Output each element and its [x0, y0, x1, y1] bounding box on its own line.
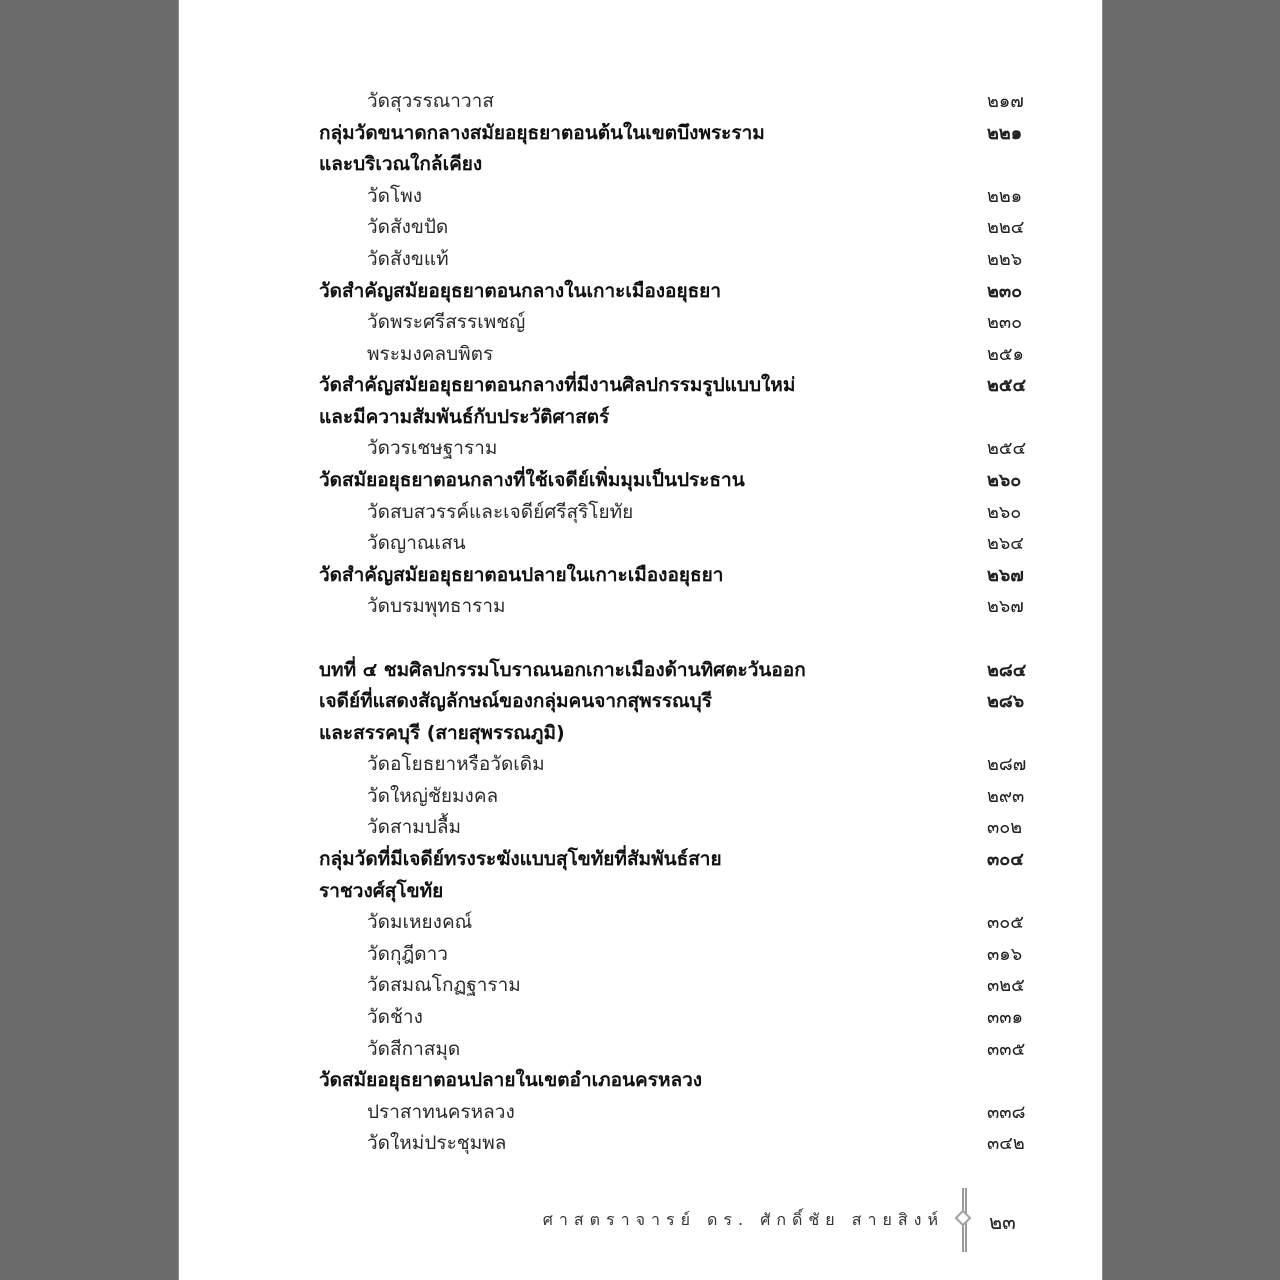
toc-heading — [319, 686, 1025, 717]
toc-item — [319, 749, 1027, 780]
toc-title: เจดีย์ที่แสดงสัญลักษณ์ของกลุ่มคนจากสุพรรณบุรี — [319, 690, 712, 712]
toc-title: กลุ่มวัดขนาดกลางสมัยอยุธยาตอนต้นในเขตบึงพระราม — [319, 122, 765, 144]
toc-heading — [319, 465, 1022, 496]
toc-title: วัดสมัยอยุธยาตอนกลางที่ใช้เจดีย์เพิ่มมุมเป็นประธาน — [319, 469, 745, 491]
toc-page-number: ๓๓๕ — [987, 1039, 1026, 1060]
toc-title: วัดโพง — [367, 185, 423, 207]
toc-title: วัดช้าง — [367, 1006, 423, 1028]
toc-item — [319, 528, 1024, 559]
toc-title: วัดพระศรีสรรเพชญ์ — [367, 311, 526, 333]
diamond-ornament-icon — [952, 1188, 978, 1252]
toc-page-number: ๒๖๗ — [987, 565, 1024, 586]
toc-item — [319, 212, 1025, 243]
toc-heading — [319, 718, 899, 749]
toc-item — [319, 307, 1023, 338]
toc-page-number: ๓๐๒ — [987, 817, 1023, 838]
toc-item — [319, 970, 1025, 1001]
toc-page-number: ๒๓๐ — [987, 281, 1023, 302]
toc-item — [319, 181, 1023, 212]
toc-title: วัดสามปลื้ม — [367, 816, 462, 838]
toc-item — [319, 781, 1025, 812]
toc-title: วัดอโยธยาหรือวัดเดิม — [367, 753, 545, 775]
toc-title: กลุ่มวัดที่มีเจดีย์ทรงระฆังแบบสุโขทัยที่สัมพันธ์สาย — [319, 848, 722, 870]
toc-item — [319, 1097, 1026, 1128]
toc-title: วัดสุวรรณาวาส — [367, 90, 494, 112]
toc-heading — [319, 844, 1024, 875]
toc-page-number: ๓๐๕ — [987, 912, 1024, 933]
toc-title: วัดญาณเสน — [367, 532, 466, 554]
toc-page-number: ๒๕๔ — [987, 375, 1027, 396]
toc-page-number: ๓๐๔ — [987, 849, 1024, 870]
page-number: ๒๓ — [989, 1210, 1016, 1234]
toc-heading — [319, 149, 899, 180]
toc-page-number: ๒๒๑ — [987, 186, 1023, 207]
toc-page-number: ๓๓๑ — [987, 1007, 1024, 1028]
toc-item — [319, 1002, 1024, 1033]
toc-page-number: ๒๒๔ — [987, 217, 1025, 238]
toc-item — [319, 433, 1027, 464]
toc-title: วัดใหม่ประชุมพล — [367, 1132, 507, 1154]
toc-title: วัดสำคัญสมัยอยุธยาตอนปลายในเกาะเมืองอยุธยา — [319, 564, 724, 586]
toc-title: วัดสำคัญสมัยอยุธยาตอนกลางในเกาะเมืองอยุธยา — [319, 280, 721, 302]
toc-title: ปราสาทนครหลวง — [367, 1101, 515, 1123]
toc-title: วัดสบสวรรค์และเจดีย์ศรีสุริโยทัย — [367, 501, 634, 523]
toc-title: วัดวรเชษฐาราม — [367, 437, 498, 459]
footer-author: ศาสตราจารย์ ดร. ศักดิ์ชัย สายสิงห์ — [542, 1210, 944, 1229]
toc-title: วัดสังขแท้ — [367, 248, 449, 270]
toc-title: วัดบรมพุทธาราม — [367, 595, 506, 617]
toc-title: วัดสีกาสมุด — [367, 1038, 461, 1060]
toc-page-number: ๓๑๖ — [987, 944, 1023, 965]
toc-title: ราชวงศ์สุโขทัย — [319, 880, 444, 902]
toc-page-number: ๒๒๖ — [987, 249, 1023, 270]
toc-item — [319, 244, 1023, 275]
toc-title: วัดสมณโกฏฐาราม — [367, 974, 521, 996]
toc-title: บทที่ ๔ ชมศิลปกรรมโบราณนอกเกาะเมืองด้านทิศตะวันออก — [319, 659, 806, 681]
toc-page-number: ๒๑๗ — [987, 91, 1024, 112]
toc-heading — [319, 1065, 899, 1096]
toc-page-number: ๓๒๕ — [987, 975, 1025, 996]
table-of-contents — [179, 0, 1102, 1280]
toc-title: และบริเวณใกล้เคียง — [319, 153, 483, 175]
toc-item — [319, 86, 1024, 117]
toc-title: วัดสมัยอยุธยาตอนปลายในเขตอำเภอนครหลวง — [319, 1069, 703, 1091]
toc-item — [319, 497, 1022, 528]
toc-title: วัดมเหยงคณ์ — [367, 911, 473, 933]
toc-page-number: ๒๘๗ — [987, 754, 1027, 775]
toc-page-number: ๒๘๖ — [987, 691, 1025, 712]
toc-title: วัดกุฎีดาว — [367, 943, 448, 965]
document-page — [179, 0, 1102, 1280]
toc-page-number: ๒๖๐ — [987, 470, 1022, 491]
toc-heading — [319, 402, 899, 433]
toc-item — [319, 939, 1023, 970]
toc-page-number: ๒๖๐ — [987, 502, 1022, 523]
toc-item — [319, 591, 1024, 622]
toc-item — [319, 1034, 1026, 1065]
toc-page-number: ๒๕๔ — [987, 438, 1027, 459]
toc-page-number: ๒๒๑ — [987, 123, 1023, 144]
page-footer — [542, 1188, 1079, 1252]
toc-page-number: ๓๓๘ — [987, 1102, 1026, 1123]
toc-item — [319, 1128, 1025, 1159]
toc-heading — [319, 118, 1023, 149]
toc-title: พระมงคลบพิตร — [367, 343, 494, 365]
toc-item — [319, 907, 1024, 938]
toc-heading — [319, 370, 1027, 401]
toc-title: และมีความสัมพันธ์กับประวัติศาสตร์ — [319, 406, 610, 428]
toc-heading — [319, 876, 899, 907]
toc-page-number: ๒๙๓ — [987, 786, 1025, 807]
toc-page-number: ๒๖๗ — [987, 596, 1024, 617]
toc-title: วัดใหญ่ชัยมงคล — [367, 785, 499, 807]
toc-page-number: ๓๔๒ — [987, 1133, 1025, 1154]
toc-page-number: ๒๕๑ — [987, 344, 1024, 365]
toc-title: วัดสังขปัด — [367, 216, 449, 238]
toc-item — [319, 339, 1024, 370]
toc-item — [319, 812, 1023, 843]
toc-title: และสรรคบุรี (สายสุพรรณภูมิ) — [319, 722, 565, 744]
toc-page-number: ๒๓๐ — [987, 312, 1023, 333]
toc-title: วัดสำคัญสมัยอยุธยาตอนกลางที่มีงานศิลปกรรมรูปแบบใหม่ — [319, 374, 796, 396]
toc-heading — [319, 276, 1023, 307]
toc-page-number: ๒๘๔ — [987, 660, 1027, 681]
toc-page-number: ๒๖๔ — [987, 533, 1024, 554]
toc-heading — [319, 655, 1027, 686]
toc-heading — [319, 560, 1024, 591]
